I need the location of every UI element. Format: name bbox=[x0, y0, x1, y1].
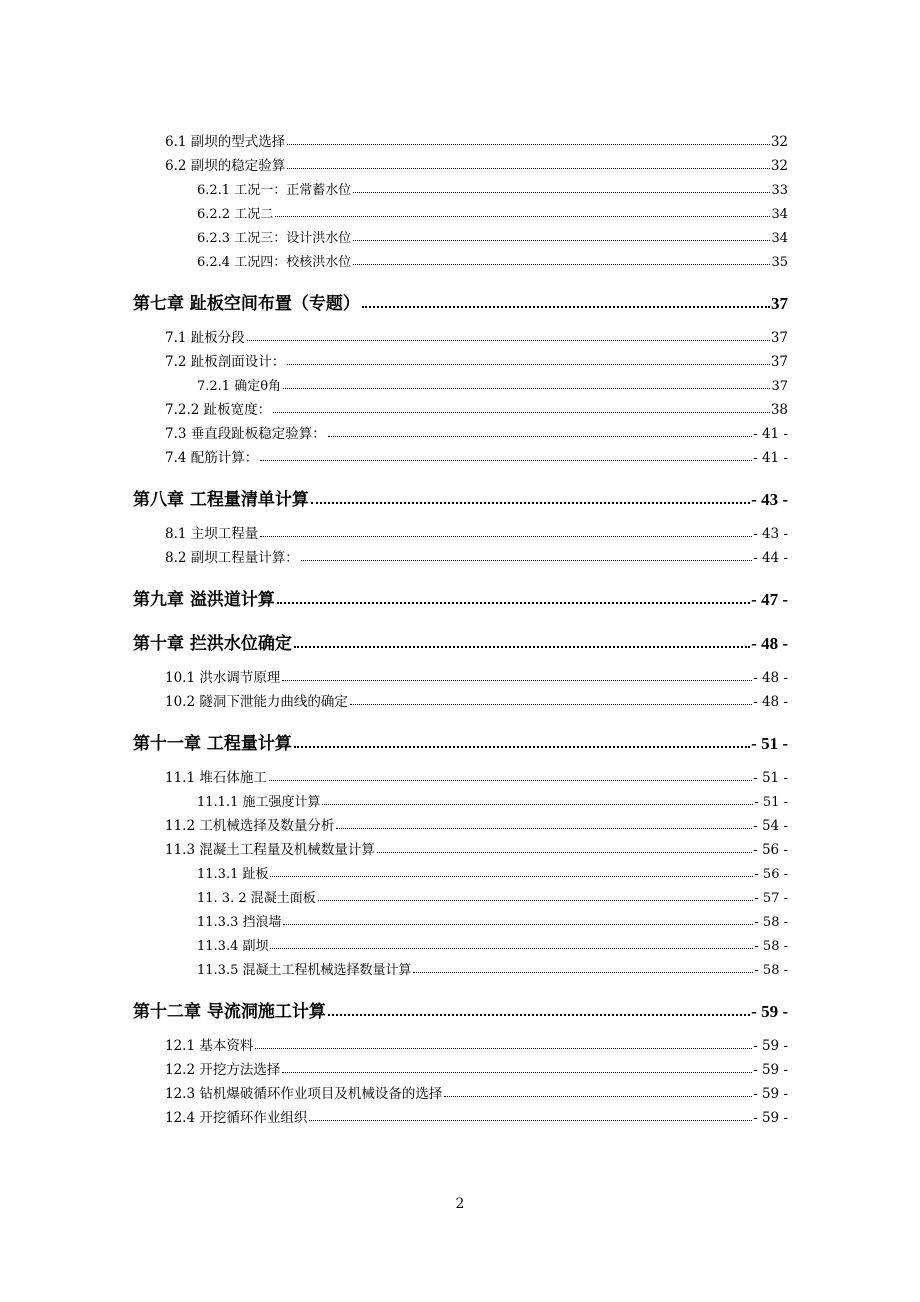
dot-leader bbox=[282, 679, 752, 681]
toc-section-entry[interactable] bbox=[197, 200, 788, 222]
toc-entry-page: - 58 - bbox=[754, 939, 788, 954]
toc-entry-page: - 48 - bbox=[753, 670, 788, 686]
toc-entry-page: - 43 - bbox=[753, 526, 788, 542]
toc-entry-page: - 54 - bbox=[753, 818, 788, 834]
toc-entry-title: 第九章 溢洪道计算 bbox=[133, 590, 275, 610]
toc-section-entry[interactable] bbox=[165, 836, 788, 858]
toc-entry-page: - 51 - bbox=[754, 795, 788, 810]
toc-entry-title: 6.2.1 工况一：正常蓄水位 bbox=[197, 183, 352, 198]
toc-entry-page: 37 bbox=[771, 294, 788, 313]
toc-entry-title: 7.4 配筋计算： bbox=[165, 450, 259, 466]
dot-leader bbox=[283, 387, 770, 389]
toc-entry-title: 第十二章 导流洞施工计算 bbox=[133, 1002, 326, 1022]
toc-entry-title: 12.1 基本资料 bbox=[165, 1038, 254, 1054]
toc-section-entry[interactable] bbox=[197, 176, 788, 198]
dot-leader bbox=[273, 411, 770, 413]
toc-entry-page: - 44 - bbox=[753, 550, 788, 566]
toc-section-entry[interactable] bbox=[197, 248, 788, 270]
toc-section-entry[interactable] bbox=[197, 788, 788, 810]
toc-entry-page: 37 bbox=[770, 330, 788, 346]
toc-section-entry[interactable] bbox=[165, 688, 788, 710]
toc-entry-title: 6.2 副坝的稳定验算 bbox=[165, 158, 286, 174]
toc-entry-title: 8.1 主坝工程量 bbox=[165, 526, 259, 542]
toc-entry-page: - 59 - bbox=[753, 1038, 788, 1054]
toc-entry-page: - 59 - bbox=[753, 1086, 788, 1102]
toc-entry-title: 11.3.5 混凝土工程机械选择数量计算 bbox=[197, 963, 412, 978]
toc-entry-page: - 59 - bbox=[753, 1062, 788, 1078]
toc-section-entry[interactable] bbox=[165, 812, 788, 834]
dot-leader bbox=[328, 435, 752, 437]
toc-entry-page: 32 bbox=[770, 134, 788, 150]
toc-entry-title: 11.1 堆石体施工 bbox=[165, 770, 267, 786]
toc-entry-title: 7.1 趾板分段 bbox=[165, 330, 245, 346]
toc-entry-page: 35 bbox=[771, 255, 788, 270]
toc-entry-page: - 56 - bbox=[754, 867, 788, 882]
toc-entry-title: 7.2.1 确定θ角 bbox=[197, 379, 282, 394]
dot-leader bbox=[353, 263, 770, 265]
toc-entry-title: 7.2 趾板剖面设计： bbox=[165, 354, 286, 370]
toc-entry-title: 12.3 钻机爆破循环作业项目及机械设备的选择 bbox=[165, 1086, 443, 1102]
toc-entry-page: 32 bbox=[770, 158, 788, 174]
dot-leader bbox=[255, 1047, 752, 1049]
dot-leader bbox=[294, 745, 750, 748]
toc-entry-page: - 51 - bbox=[751, 734, 788, 753]
toc-entry-page: - 58 - bbox=[754, 915, 788, 930]
dot-leader bbox=[282, 1071, 752, 1073]
toc-entry-title: 第十章 拦洪水位确定 bbox=[133, 634, 292, 654]
toc-section-entry[interactable] bbox=[165, 544, 788, 566]
dot-leader bbox=[287, 363, 770, 365]
dot-leader bbox=[260, 459, 752, 461]
toc-section-entry[interactable] bbox=[197, 956, 788, 978]
toc-chapter-entry[interactable] bbox=[133, 288, 788, 314]
dot-leader bbox=[270, 947, 753, 949]
toc-entry-page: - 47 - bbox=[751, 590, 788, 609]
toc-section-entry[interactable] bbox=[197, 908, 788, 930]
dot-leader bbox=[269, 779, 752, 781]
toc-entry-title: 6.2.2 工况二 bbox=[197, 207, 274, 222]
toc-entry-title: 10.2 隧洞下泄能力曲线的确定 bbox=[165, 694, 348, 710]
toc-section-entry[interactable] bbox=[165, 128, 788, 150]
dot-leader bbox=[294, 645, 750, 648]
toc-section-entry[interactable] bbox=[197, 932, 788, 954]
toc-section-entry[interactable] bbox=[165, 1056, 788, 1078]
toc-entry-title: 12.2 开挖方法选择 bbox=[165, 1062, 281, 1078]
toc-section-entry[interactable] bbox=[165, 1080, 788, 1102]
toc-entry-title: 6.2.3 工况三：设计洪水位 bbox=[197, 231, 352, 246]
toc-entry-title: 10.1 洪水调节原理 bbox=[165, 670, 281, 686]
toc-entry-title: 11. 3. 2 混凝土面板 bbox=[197, 891, 316, 906]
toc-entry-page: - 41 - bbox=[753, 426, 788, 442]
toc-entry-page: 37 bbox=[771, 379, 788, 394]
toc-entry-title: 7.2.2 趾板宽度： bbox=[165, 402, 272, 418]
toc-chapter-entry[interactable] bbox=[133, 728, 788, 754]
toc-entry-title: 6.1 副坝的型式选择 bbox=[165, 134, 286, 150]
toc-section-entry[interactable] bbox=[165, 444, 788, 466]
toc-entry-page: 37 bbox=[770, 354, 788, 370]
toc-entry-page: 38 bbox=[770, 402, 788, 418]
dot-leader bbox=[277, 601, 750, 604]
toc-section-entry[interactable] bbox=[165, 1032, 788, 1054]
toc-section-entry[interactable] bbox=[165, 324, 788, 346]
toc-section-entry[interactable] bbox=[165, 396, 788, 418]
toc-chapter-entry[interactable] bbox=[133, 584, 788, 610]
toc-entry-title: 第七章 趾板空间布置（专题） bbox=[133, 294, 360, 314]
dot-leader bbox=[353, 239, 770, 241]
toc-entry-page: - 43 - bbox=[751, 490, 788, 509]
toc-entry-title: 8.2 副坝工程量计算： bbox=[165, 550, 299, 566]
toc-chapter-entry[interactable] bbox=[133, 628, 788, 654]
toc-entry-title: 12.4 开挖循环作业组织 bbox=[165, 1110, 308, 1126]
toc-section-entry[interactable] bbox=[165, 348, 788, 370]
dot-leader bbox=[270, 875, 753, 877]
toc-section-entry[interactable] bbox=[197, 884, 788, 906]
toc-entry-page: - 58 - bbox=[754, 963, 788, 978]
toc-entry-page: - 56 - bbox=[753, 842, 788, 858]
toc-section-entry[interactable] bbox=[197, 860, 788, 882]
toc-entry-title: 11.3.3 挡浪墙 bbox=[197, 915, 282, 930]
toc-entry-title: 11.3 混凝土工程量及机械数量计算 bbox=[165, 842, 375, 858]
toc-entry-title: 第八章 工程量清单计算 bbox=[133, 490, 309, 510]
dot-leader bbox=[287, 143, 770, 145]
toc-section-entry[interactable] bbox=[165, 520, 788, 542]
dot-leader bbox=[311, 501, 750, 504]
toc-section-entry[interactable] bbox=[197, 224, 788, 246]
toc-entry-page: - 41 - bbox=[753, 450, 788, 466]
toc-entry-title: 第十一章 工程量计算 bbox=[133, 734, 292, 754]
toc-entry-title: 11.3.4 副坝 bbox=[197, 939, 269, 954]
dot-leader bbox=[275, 215, 770, 217]
dot-leader bbox=[328, 1013, 750, 1016]
toc-entry-page: - 59 - bbox=[753, 1110, 788, 1126]
toc-entry-title: 6.2.4 工况四：校核洪水位 bbox=[197, 255, 352, 270]
toc-section-entry[interactable] bbox=[165, 1104, 788, 1126]
dot-leader bbox=[287, 167, 770, 169]
toc-section-entry[interactable] bbox=[165, 664, 788, 686]
toc-chapter-entry[interactable] bbox=[133, 996, 788, 1022]
dot-leader bbox=[322, 803, 753, 805]
toc-section-entry[interactable] bbox=[165, 764, 788, 786]
dot-leader bbox=[247, 339, 770, 341]
toc-entry-title: 11.2 工机械选择及数量分析 bbox=[165, 818, 335, 834]
dot-leader bbox=[362, 305, 770, 308]
dot-leader bbox=[444, 1095, 752, 1097]
dot-leader bbox=[377, 851, 752, 853]
dot-leader bbox=[353, 191, 770, 193]
dot-leader bbox=[309, 1119, 752, 1121]
toc-entry-page: - 48 - bbox=[753, 694, 788, 710]
toc-entry-page: - 51 - bbox=[753, 770, 788, 786]
toc-entry-page: 34 bbox=[771, 207, 788, 222]
dot-leader bbox=[301, 559, 752, 561]
dot-leader bbox=[350, 703, 752, 705]
toc-entry-page: - 57 - bbox=[754, 891, 788, 906]
toc-entry-title: 11.1.1 施工强度计算 bbox=[197, 795, 321, 810]
toc-section-entry[interactable] bbox=[197, 372, 788, 394]
toc-section-entry[interactable] bbox=[165, 152, 788, 174]
toc-entry-page: - 59 - bbox=[751, 1002, 788, 1021]
dot-leader bbox=[413, 971, 753, 973]
toc-entry-page: 33 bbox=[771, 183, 788, 198]
page-number: 2 bbox=[455, 1196, 465, 1212]
toc-entry-page: - 48 - bbox=[751, 634, 788, 653]
dot-leader bbox=[260, 535, 752, 537]
dot-leader bbox=[283, 923, 753, 925]
toc-section-entry[interactable] bbox=[165, 420, 788, 442]
dot-leader bbox=[336, 827, 752, 829]
toc-entry-title: 11.3.1 趾板 bbox=[197, 867, 269, 882]
toc-entry-page: 34 bbox=[771, 231, 788, 246]
toc-chapter-entry[interactable] bbox=[133, 484, 788, 510]
toc-entry-title: 7.3 垂直段趾板稳定验算： bbox=[165, 426, 326, 442]
dot-leader bbox=[318, 899, 754, 901]
